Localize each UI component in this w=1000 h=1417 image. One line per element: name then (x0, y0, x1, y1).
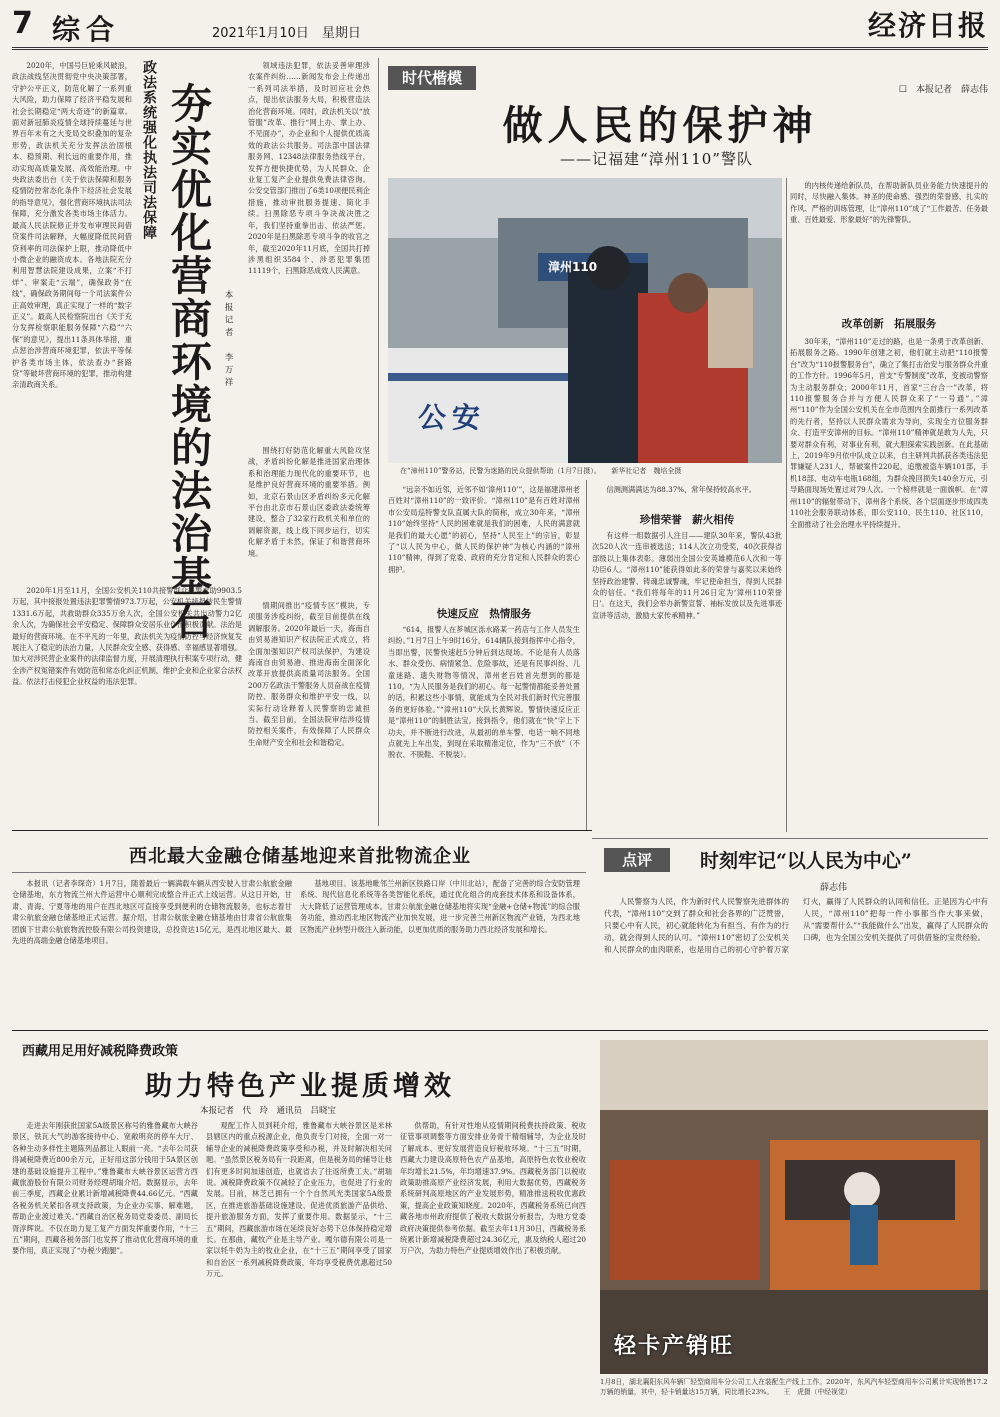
article3-title: 助力特色产业提质增效 (145, 1071, 455, 1102)
masthead (12, 6, 988, 50)
article1-col1-text: 2020年，中国号巨轮乘风破浪，政法战线坚决贯彻党中央决策部署，守护公平正义，防范化解了一系列重大风险，助力保障了经济平稳发展和社会长期稳定“两大奇迹”的新篇章。面对新冠肺炎疫情全球持续蔓延与世界百年未有之大变局交织叠加的复杂形势，政法机关充分发挥法治固根本、稳预期、利长远的重要作用，推动实现高质量发展、高效能治理。中央政法委出台《关于依法保障和服务疫情防控常态化条件下经济社会发展的指导意见》，强化营商环境执法司法保障，充分激发各类市场主体活力。最高人民法院修正并发布审理民间借贷案件司法解释，大幅度降低民间借贷利率的司法保护上限，推动降低中小微企业的融资成本。各地法院充分利用智慧法院建设成果，立案“不打烊”、审案走“云端”，确保政务“在线”，确保政务期间每一个司法案件公正高效审理，真正实现了一样的“数字正义”。最高人民检察院出台《关于充分发挥检察职能服务保障“六稳”“六保”的意见》，提出11条具体举措，重点惩治涉营商环境犯罪，依法平等保护各类市场主体，依法查办“套路贷”等破坏营商环境的犯罪，推动构建亲清政商关系。 (12, 61, 132, 390)
article1-col1 (12, 60, 132, 580)
column-rule (586, 480, 587, 830)
feature-col4-text: 的内核传递给新队员，在帮助新队员业务能力快速提升的同时，尽快融入集体。神圣的使命感、强烈的荣誉感、扎实的作风、严格的训练管理，让“漳州110”成了“工作最苦、任务最重、百姓最爱、形象最好”的先锋警队。 (790, 181, 988, 225)
article3-kicker: 西藏用足用好减税降费政策 (22, 1044, 179, 1059)
photo-label: 轻卡产销旺 (614, 1333, 735, 1359)
photo-sign-car: 公安 (418, 401, 487, 434)
article2-title: 西北最大金融仓储基地迎来首批物流企业 (129, 846, 471, 867)
article1-col4 (248, 445, 370, 595)
article3-col1 (12, 1120, 198, 1410)
commentary-author: 薛志伟 (820, 883, 848, 893)
feature-photo-caption: 在“漳州110”警务站，民警为迷路的民众提供帮助（1月7日摄）。 新华社记者 魏培全摄 (400, 467, 682, 475)
feature-reform-paragraph: 30年来，“漳州110”走过的路，也是一条勇于改革创新、拓展服务之路。1990年创建之初，他们就主动把“110报警台”改为“110报警服务台”，确立了集打击治安与服务群众并重的工作方针。1996年5月，首支“专警制度”改革，变被动警察为主动服务群众；2000年11月，首家“三台合一”改革，将110报警服务合并与方便人民群众来了“一号通”。”漳州“110”作为全国公安机关在全市范围内全面推行一系列改革的先行者，坚持以人民群众需求为导向，实现全方位服务群众、打造平安漳州的目标。“漳州110”精神就是敢为人先，只要对群众有利，对事业有利，就大胆探索实践创新。在此基础上，2019年9月依中队成立以来，自主研判共抓获各类违法犯罪嫌疑人231人，帮破案件220起，追缴被盗车辆101部，手机18部、电动车电瓶168组，为群众挽回损失140余万元，引导路面现场处置过对79人次。一个榜样就是一面旗帜。在“漳州110”的辐射带动下，漳州各个系统、各个层面逐步形成四类110社会服务联动体系，即公安110、民生110、社区110，全面推动了社会治理水平持续提升。 (790, 337, 988, 529)
column-rule (786, 178, 787, 832)
feature-col3-top-text: 信测测满满达为88.37%，常年保持较高水平。 (606, 485, 756, 494)
issue-date: 2021年1月10日 星期日 (212, 26, 361, 41)
article1-col4-text: 围绕打好防范化解重大风险攻坚战，矛盾纠纷化解是推进国家治理体系和治理能力现代化的重要环节，也是维护良好营商环境的重要举措。例如，北京石景山区矛盾纠纷多元化解平台由北京市石景山区委政法委统筹建设，整合了32家行政机关和单位的调解资源，线上线下同步运行，切实化解矛盾于未然，保证了和谐营商环境。 (248, 446, 370, 558)
truck-photo-illustration (600, 1040, 988, 1374)
feature-honor-paragraph: 有这样一组数据引人注目——建队30年来，警队43批次520人次一连串被选送；114人次立功受奖，40次获得省部级以上集体表彰。薄弱出全国公安英雄模范6人次和一等功臣6人。“漳州110”能获得如此多的荣誉与嘉奖以来始终坚持政治建警、铸魂忠诚警魂，牢记使命担当，得到人民群众的信任。“我们将每年的11月26日定为‘漳州110荣誉日’。在这天，我们会举办新警宣誓、袖标发放以及先进事迹宣讲等活动，激励大家传承精神。” (592, 531, 782, 620)
commentary-text (604, 896, 988, 1016)
page-number: 7 (12, 6, 33, 41)
article3-col2 (206, 1120, 392, 1410)
article2-col2 (300, 878, 580, 1024)
article2-col1-text: 本报讯（记者李琛奇）1月7日，随着最后一辆满载车辆从西安驶入甘肃公航旅金融仓储基地，东方物流兰州大件运营中心顺利完成整合并正式上线运营。从这日开始，甘肃、青海、宁夏等地的用户在西北地区可直接享受到便利的仓储物流服务，也标志着甘肃公航旅金融仓储基地正式运营。据介绍，甘肃公航旅金融仓储基地由甘肃省公航旅集团旗下甘肃公航旅物流控股有限公司投资建设，总投资达15亿元，是西北地区最大、最先进的高端金融仓储基地项目。 (12, 879, 292, 946)
feature-byline: ☐ 本报记者 薛志伟 (898, 85, 988, 95)
feature-tag: 时代楷模 (388, 66, 476, 90)
truck-photo-caption: 1月8日，湖北襄阳东风车辆厂轻型商用车分公司工人在装配生产线上工作。2020年，东风汽车轻型商用车公司累计实现销售17.2万辆的销量，其中，轻卡销量达15万辆，同比增长23%。 王 虎摄（中经视觉） (600, 1378, 988, 1396)
article3-col3-text: 供帮助，有针对性地从疫情期间税费扶持政策、税收征管事项调整等方面安排业务骨干精细辅导，为企业及时了解成本、更好发展营造良好税收环境。“十三五”时期，西藏大力建设高原特色农产品基地，高原特色农牧业税收年均增长21.5%，年均增速37.9%。西藏税务部门以税收政策助推高原产业经济发展，利用大数据优势，西藏税务系统研判高原地区的产业发展形势，精准推送税收优惠政策，提高企业政策知晓度。2020年，西藏税务系统已向西藏各地市州政府提供了税收大数据分析报告，为地方党委政府决策提供参考依据。截至去年11月30日，西藏税务系统累计新增减税降费超过24.36亿元，惠及纳税人超过20万户次，为助力特色产业提质增效作出了积极贡献。 (400, 1121, 586, 1256)
article3-col3 (400, 1120, 586, 1410)
article1-col5-text: 情期间推出“疫情专区”模块，专项服务涉疫纠纷，截至目前提供在线调解服务。2020年最后一天，海南自由贸易港知识产权法院正式成立，将全面加强知识产权司法保护，为建设海南自由贸易港、推进海南全面深化改革开放提供高质量司法服务。全国200万名政法干警服务人员奋战在疫情防控、服务群众和维护平安一线，以实际行动诠释着人民警察的忠诚担当。截至目前，全国法院审结涉疫情防控相关案件，有效保障了人民群众生命财产安全和社会和谐稳定。 (248, 601, 370, 747)
article1-col3-text: 领域违法犯罪，依法妥善审理涉农案件纠纷……新闻发布会上传递出一系列司法举措，及时回应社会热点，提出依法服务大局，积极营造法治化营商环境。同时，政法机关以“放管服”改革、推行“网上办、掌上办、不见面办”，办企业和个人提供优质高效的政法公共服务。司法部中国法律服务网、12348法律服务热线平台，发挥方便快捷优势，为人民群众、企业复工复产企业提供免费法律咨询。公安交管部门推出了6类10项便民利企措施，推动审批服务提速、简化手续。扫黑除恶专项斗争决战决胜之年，我们坚持重拳出击、依法严惩。2020年是扫黑除恶专项斗争的收官之年，截至2020年11月底，全国共打掉涉黑组织3584个、涉恶犯罪集团11119个，扫黑除恶成效人民满意。 (248, 61, 370, 276)
article1-byline: 本报记者 李万祥 (223, 290, 233, 390)
lower-section-rule (12, 1030, 988, 1031)
article2-col1 (12, 878, 292, 1024)
article2-rule (12, 872, 586, 873)
feature-honor-text (592, 530, 782, 830)
feature-lead (388, 484, 580, 604)
subhead-fast-response: 快速反应 热情服务 (436, 608, 532, 620)
article1-col3 (248, 60, 370, 440)
article1-subtitle: 政法系统强化执法司法保障 (141, 60, 157, 240)
article1-col2-text: 2020年1月至11月，全国公安机关110共接警群众报警求助9903.5万起，其中接报处置违法犯罪警情973.7万起，公安机关接报转民生警情1331.6万起，共救助群众335万余人次，全国公安机关共出动警力2亿余人次，为确保社会平安稳定、保障群众安居乐业作出积极贡献。法治是最好的营商环境。在不平凡的一年里，政法机关为疫情防控与经济恢复发展注入了稳定的法治力量，人民群众安全感、获得感、幸福感显著增强。加大对涉民营企业案件的法律监督力度，开展清理执行积案专项行动，健全涉产权冤错案件有效防范和常态化纠正机制，维护企业和企业家合法权益。依法打击侵犯企业权益的违法犯罪。 (12, 586, 242, 687)
commentary-title: 时刻牢记“以人民为中心” (700, 850, 912, 872)
feature-col3-top (592, 484, 782, 498)
feature-col4-top (790, 180, 988, 288)
article1-col2 (12, 585, 242, 825)
feature-lead-text: “远亲不如近邻，近邻不如‘漳州110’”，这是福建漳州老百姓对“漳州110”的一致评价。“漳州110”是有百姓对漳州市公安局巡特警支队直属大队的简称，成立30年来，“漳州110”始终坚持“人民的困难就是我们的困难，人民的满意就是我们的最大心愿”的初心，坚持“人民至上”的宗旨，彰显了“以人民为中心，做人民的保护神”为核心内涵的“漳州110”精神，得到了党委、政府的充分肯定和人民群众的衷心拥护。 (388, 485, 580, 574)
article3-col1-text: 走进去年刚获批国家5A级景区称号的雅鲁藏布大峡谷景区，铁瓦大气的游客接待中心、宽敞明亮的停车大厅、各种生动多样性主题陈列品都让人眼前一亮。“去年公司获得减税降费近800余万元，正好用这部分钱用于5A景区创建的基础设施提升工程中。”雅鲁藏布大峡谷景区运营方西藏旅游股份有限公司财务经理胡瑞介绍。数据显示，去年前三季度，西藏企业累计新增减税降费44.66亿元。“西藏各税务机关紧扣各项支持政策，为企业办实事、解难题，帮助企业渡过难关。”西藏自治区税务局党委委员、副局长胥淳辉说。不仅在助力复工复产方面发挥重要作用，“十三五”期间，西藏各税务部门也发挥了推动优化营商环境的重要作用，真正实现了“办税少跑腿”。 (12, 1121, 198, 1256)
feature-reform-text (790, 336, 988, 832)
article1-title: 夯实优化营商环境的法治基石 (164, 82, 212, 641)
newspaper-logo: 经济日报 (867, 9, 988, 42)
article1-col5 (248, 600, 370, 825)
article3-byline: 本报记者 代 玲 通讯员 吕晓宝 (200, 1106, 337, 1116)
article3-col2-text: 观配工作人员到耗介绍，雅鲁藏布大峡谷景区是米林县辖区内的重点税源企业，他负责专门对接，全面一对一辅导企业的减税降费政策享受和办税，并及时解决相关问题。“虽然景区税务局有一段距离，但是税务局的辅导让他们有更多时间加速创造，也就省去了往返所费工夫。”胡瑞说。减税降费政策不仅减轻了企业压力，也促进了行业的发展。目前，林芝已拥有一个个自然风光类国家5A级景区，在推进旅游基础设施建设、促进优质旅游产品供给、提升旅游服务方面，发挥了重要作用。数据显示，“十三五”期间，西藏旅游市场在延续良好态势下总体保持稳定增长。在那曲，藏牧产业是主导产业。嘎尔德有限公司是一家以牦牛奶为主的牧业企业，在“十三五”期间享受了国家和自治区一系列减税降费政策，年均享受税费优惠超过50万元。 (206, 1121, 392, 1279)
section-name: 综合 (52, 13, 121, 46)
feature-subtitle: ——记福建“漳州110”警队 (560, 150, 753, 168)
commentary-tag: 点评 (604, 848, 670, 872)
subhead-reform: 改革创新 拓展服务 (841, 318, 937, 330)
feature-title: 做人民的保护神 (502, 102, 818, 149)
commentary-paragraph: 人民警察为人民，作为新时代人民警察先进群体的代表，“漳州110”交到了群众和社会各界的广泛赞誉，只要心中有人民，初心就能转化为有担当、有作为的行动，就会得到人民的认可。“漳州110”密切了公安机关和人民群众的血肉联系，也是用自己的初心守护着万家灯火，赢得了人民群众的认同和信任。正是因为心中有人民，“漳州110”把每一件小事都当作大事来做，从“需要帮什么”“我能做什么”出发，赢得了人民群众的口碑，也为全国公安机关提供了可供借鉴的宝贵经验。 (604, 897, 988, 954)
feature-fast-paragraph: “614，报警人在芗城区泺水路某一药店与工作人员发生纠纷。”1月7日上午9时16分，614辆队接到指挥中心指令，当即出警，民警快速赶5分钟后到达现场。不论是有人员落水、群众受伤、病情紧急、危险事故，还是有民事纠纷、儿童迷路、遗失财物等情况，漳州老百姓首先想到的都是110。“为人民服务是我们的初心。每一起警情都能妥善处置的话，积累这些小事情，就能成为全民对我们新时代完善服务的更好体验。”“漳州110”大队长黄辉说。警情快速反应正是“漳州110”的制胜法宝。接到指令，他们就在“快”字上下功夫，并不断进行改进，从最初的单车警、电话一响不同地点就先上车出发，到现在采取精准定位，作为“三不放”（不脱衣、不脱鞋、不脱装）。 (388, 625, 580, 760)
column-rule (378, 58, 379, 826)
subhead-honor: 珍惜荣誉 薪火相传 (639, 514, 735, 526)
photo-sign-main: 漳州110 (548, 260, 598, 274)
commentary-rule (592, 838, 988, 839)
police-station-photo (388, 178, 782, 463)
article2-col2-text: 基地项目。该基地毗邻兰州新区铁路口岸（中川北站），配备了完善的综合安防管理系统、现代信息化系统等各类智能化系统，通过优化组合的成套技术体系和设备体系，大大降低了运营管理成本。甘肃公航旅金融仓储基地将实现“金融+仓储+物流”的综合服务功能，推动西北地区物流产业加快发展，进一步完善兰州新区物流产业链，为西北地区物流产业转型升级注入新动能，以更加优质的服务助力西北经济发展和增长。 (300, 879, 580, 934)
truck-factory-photo (600, 1040, 988, 1374)
